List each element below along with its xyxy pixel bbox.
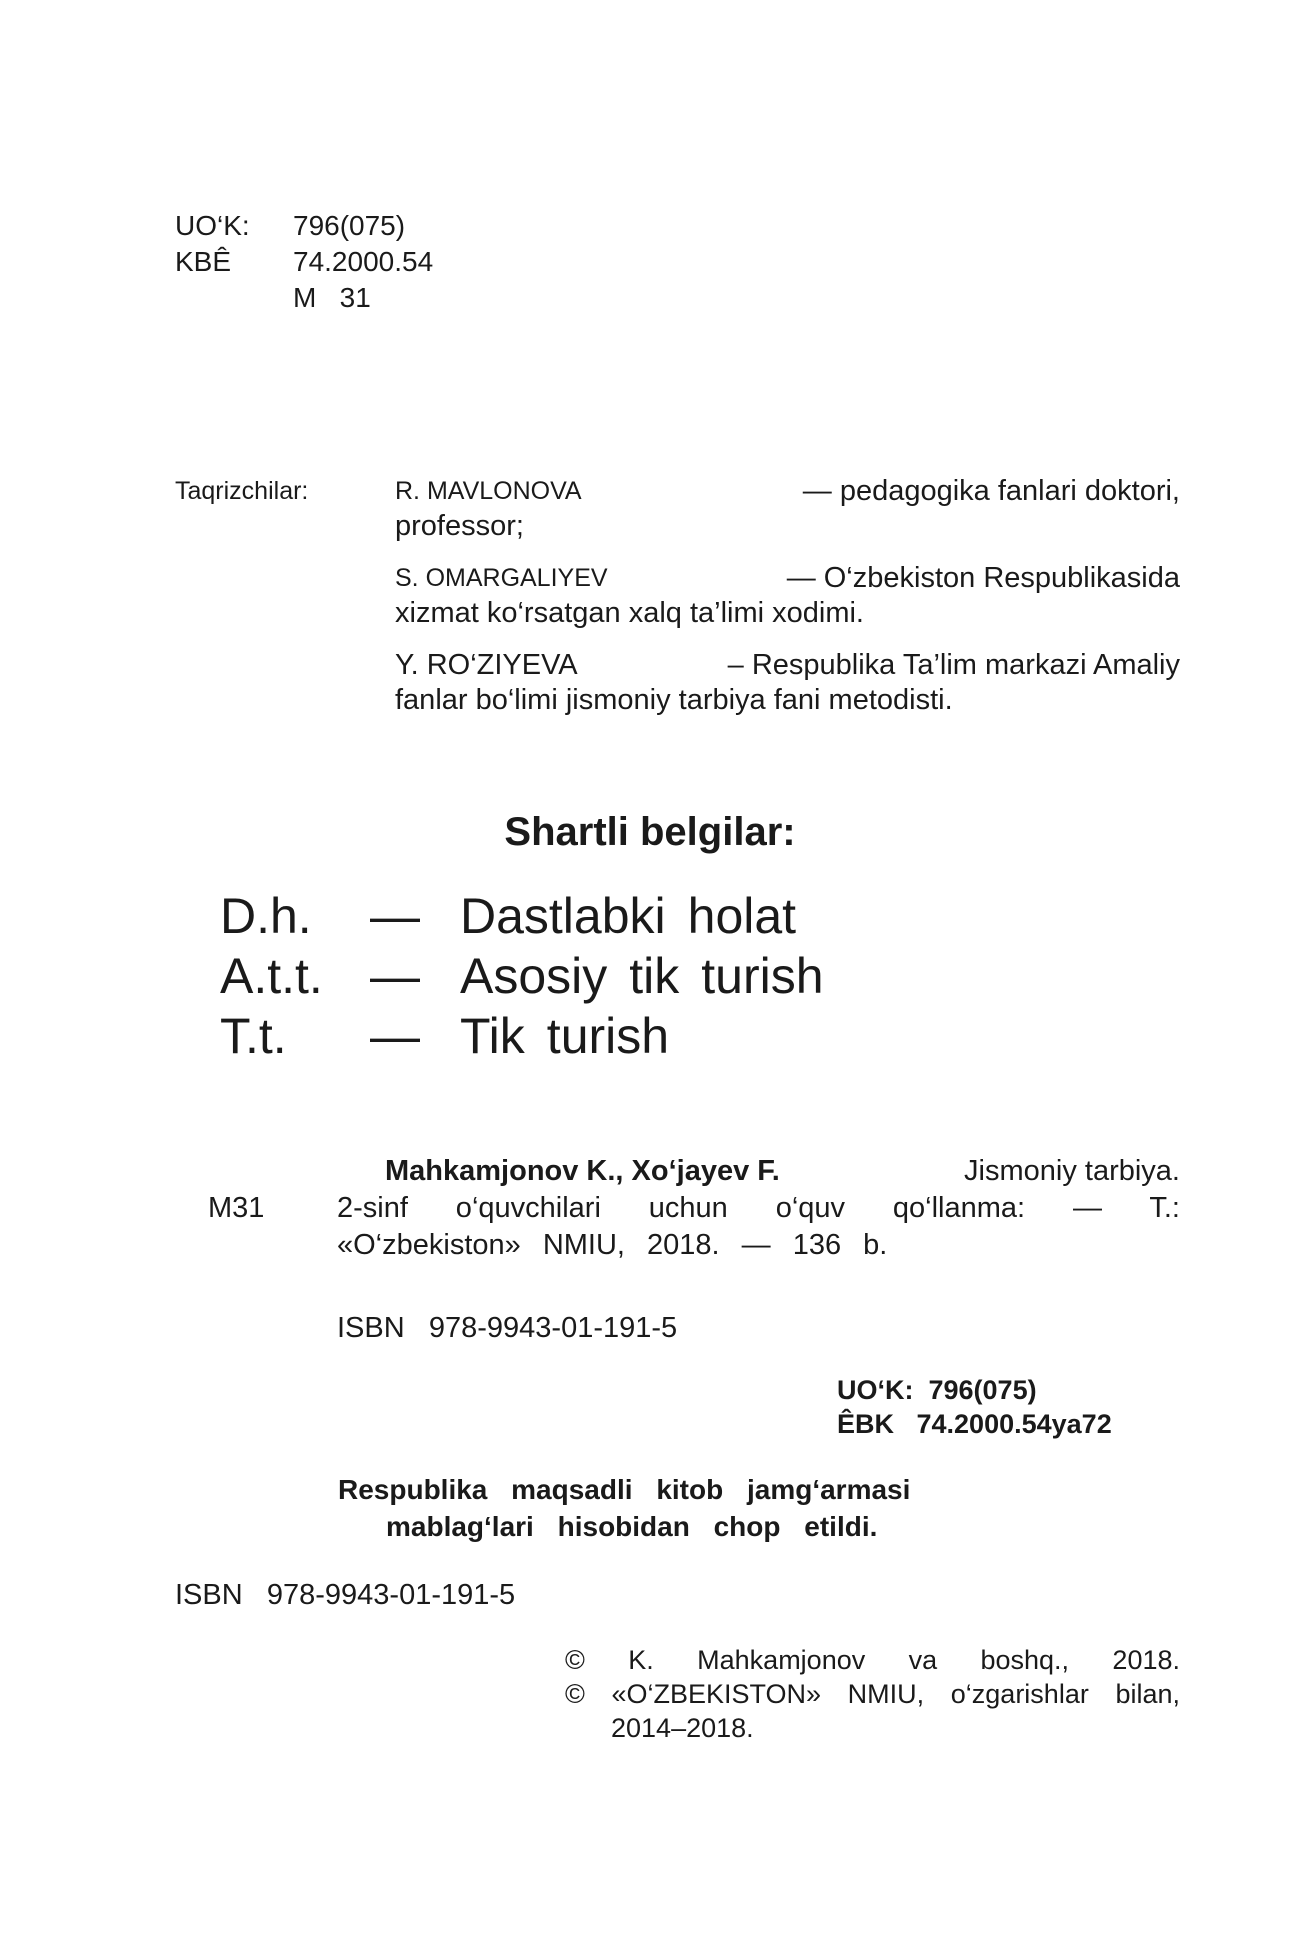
legend-item (220, 886, 818, 946)
copyright-line1: © K. Mahkamjonov va boshq., 2018. (565, 1645, 1180, 1675)
reviewers-label: Taqrizchilar: (175, 477, 309, 505)
funding-line1: Respublika maqsadli kitob jamg‘armasi (338, 1474, 911, 1505)
legend-item (220, 1006, 691, 1066)
legend-word: holat (687, 888, 797, 944)
reviewer-title-cont: fanlar bo‘limi jismoniy tarbiya fani metodisti. (395, 684, 953, 716)
kbk-label: KBÊ (175, 246, 232, 277)
udk-label: UO‘K: (175, 210, 250, 241)
catalog-udk: UO‘K: 796(075) (837, 1375, 1037, 1405)
copyright-line3: 2014–2018. (611, 1713, 754, 1743)
reviewer-item (395, 474, 1180, 544)
catalog-authors: Mahkamjonov K., Xo‘jayev F. (385, 1155, 780, 1187)
legend-word: Dastlabki (460, 888, 666, 944)
legend-dash: — (370, 888, 420, 944)
reviewer-item (395, 648, 1180, 718)
legend-item (220, 946, 846, 1006)
legend-word: turish (546, 1008, 670, 1064)
legend-word: Tik (460, 1008, 525, 1064)
copyright-line2: © «O‘ZBEKISTON» NMIU, o‘zgarishlar bilan, (565, 1679, 1180, 1709)
catalog-mark: M31 (208, 1192, 265, 1224)
isbn-main: ISBN 978-9943-01-191-5 (175, 1579, 516, 1611)
reviewer-item (395, 561, 1180, 631)
reviewer-title: — pedagogika fanlari doktori, (802, 475, 1180, 507)
legend-word: Asosiy (460, 948, 608, 1004)
catalog-bbk: ÊBK 74.2000.54ya72 (837, 1409, 1112, 1439)
reviewer-title: – Respublika Ta’lim markazi Amaliy (727, 649, 1180, 681)
reviewer-title: — O‘zbekiston Respublikasida (786, 562, 1180, 594)
legend-dash: — (370, 1008, 420, 1064)
catalog-line1 (385, 1153, 1180, 1189)
catalog-isbn: ISBN 978-9943-01-191-5 (337, 1312, 678, 1344)
reviewer-name: R. MAVLONOVA (395, 477, 582, 505)
reviewer-name: Y. RO‘ZIYEVA (395, 649, 578, 681)
author-mark: M 31 (293, 282, 371, 313)
reviewer-title-cont: xizmat ko‘rsatgan xalq ta’limi xodimi. (395, 597, 864, 629)
catalog-line3: «O‘zbekiston» NMIU, 2018. — 136 b. (337, 1229, 888, 1261)
legend-abbr: A.t.t. (220, 948, 323, 1004)
legend-word: tik (629, 948, 680, 1004)
legend-dash: — (370, 948, 420, 1004)
catalog-title: Jismoniy tarbiya. (964, 1155, 1180, 1187)
reviewer-name: S. OMARGALIYEV (395, 564, 608, 592)
legend-abbr: T.t. (220, 1008, 287, 1064)
legend-abbr: D.h. (220, 888, 312, 944)
reviewer-title-cont: professor; (395, 510, 524, 542)
funding-line2: mablag‘lari hisobidan chop etildi. (386, 1511, 878, 1542)
legend-word: turish (701, 948, 824, 1004)
kbk-value: 74.2000.54 (293, 246, 434, 277)
udk-value: 796(075) (293, 210, 406, 241)
legend-title: Shartli belgilar: (504, 810, 796, 854)
catalog-line2: 2-sinf o‘quvchilari uchun o‘quv qo‘llanma: — T.: (337, 1192, 1180, 1224)
